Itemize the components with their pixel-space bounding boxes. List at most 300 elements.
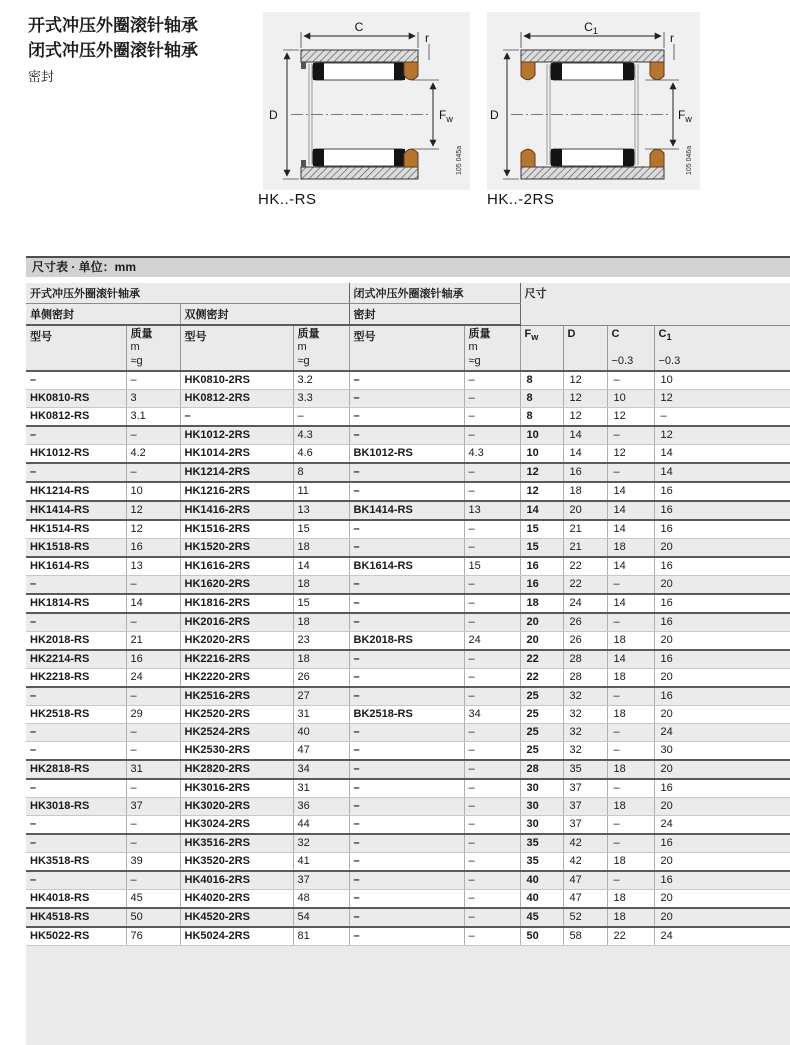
cell-model-open-rs: HK2218-RS [26,669,126,688]
cell-fw: 45 [520,908,563,927]
cell-model-open-2rs: HK3516-2RS [180,834,293,853]
cell-fw: 15 [520,539,563,558]
cell-model-open-2rs: HK1012-2RS [180,426,293,445]
cell-mass-closed: – [464,798,520,816]
cell-model-closed: – [349,408,464,427]
cell-c1: 16 [654,501,790,520]
cell-c: 18 [607,853,654,872]
cell-c1: 20 [654,890,790,909]
cell-mass-closed: – [464,463,520,482]
cell-model-open-rs: HK3018-RS [26,798,126,816]
cell-c: 14 [607,482,654,501]
cell-model-open-rs: HK4018-RS [26,890,126,909]
cell-c: 14 [607,520,654,539]
cell-fw: 10 [520,445,563,464]
cell-c1: 20 [654,576,790,595]
cell-mass-open-rs: – [126,426,180,445]
cell-c: 14 [607,650,654,669]
cell-mass-open-rs: 14 [126,594,180,613]
table-row [26,724,790,742]
cell-model-closed: – [349,724,464,742]
cell-fw: 16 [520,557,563,576]
cage-block [394,63,405,80]
cell-c1: 14 [654,445,790,464]
cell-d: 32 [563,724,607,742]
cell-c1: 24 [654,724,790,742]
cell-model-closed: – [349,779,464,798]
cell-model-closed: – [349,871,464,890]
cell-fw: 35 [520,853,563,872]
cell-c: 18 [607,669,654,688]
cell-d: 47 [563,890,607,909]
table-row [26,650,790,669]
cell-model-closed: – [349,576,464,595]
cell-d: 37 [563,816,607,835]
cell-d: 22 [563,576,607,595]
cell-c: – [607,834,654,853]
cell-fw: 30 [520,798,563,816]
table-row [26,482,790,501]
cell-model-open-2rs: HK4016-2RS [180,871,293,890]
cell-mass-open-2rs: 18 [293,539,349,558]
cage-block [313,63,324,80]
cell-mass-open-rs: 16 [126,650,180,669]
cell-model-closed: – [349,742,464,761]
cell-c: 18 [607,890,654,909]
cell-fw: 12 [520,482,563,501]
bearing-cross-section-open [263,12,470,190]
cell-model-open-rs: – [26,834,126,853]
table-row [26,687,790,706]
cell-model-open-rs: – [26,576,126,595]
cell-model-open-rs: HK2818-RS [26,760,126,779]
cell-mass-open-rs: 3 [126,390,180,408]
header-sub-double-seal: 双侧密封 [180,304,349,326]
col-header-fw: $F_w$ [520,325,563,371]
cage-block [623,63,634,80]
cell-mass-open-2rs: 13 [293,501,349,520]
cell-c1: 16 [654,687,790,706]
cell-d: 20 [563,501,607,520]
table-row [26,706,790,724]
cell-mass-open-2rs: 11 [293,482,349,501]
cell-mass-closed: – [464,760,520,779]
cell-fw: 20 [520,613,563,632]
col-header-model-open2rs: 型号 [180,325,293,371]
cell-model-closed: – [349,798,464,816]
cell-d: 42 [563,834,607,853]
cell-model-open-rs: HK1514-RS [26,520,126,539]
cell-model-open-rs: HK1518-RS [26,539,126,558]
cell-d: 37 [563,779,607,798]
cell-model-open-2rs: HK4020-2RS [180,890,293,909]
needle-roller-bottom [551,149,634,166]
cage-block [313,149,324,166]
cell-c1: 24 [654,927,790,946]
table-row [26,742,790,761]
cell-fw: 8 [520,408,563,427]
header-sub-sealed: 密封 [349,304,520,326]
cell-d: 18 [563,482,607,501]
cell-mass-open-rs: 31 [126,760,180,779]
page-subtitle: 密封 [28,69,55,84]
cell-d: 14 [563,426,607,445]
cell-mass-closed: – [464,539,520,558]
cell-c: – [607,613,654,632]
cell-c1: 20 [654,669,790,688]
cell-mass-closed: – [464,371,520,390]
cell-model-open-rs: HK0810-RS [26,390,126,408]
dim-label-D: D [490,108,499,122]
table-row [26,871,790,890]
cell-c: – [607,742,654,761]
table-row [26,613,790,632]
table-title-band: 尺寸表 · 单位：mm [26,258,790,277]
table-row [26,501,790,520]
dim-label-D: D [269,108,278,122]
cell-d: 12 [563,371,607,390]
cell-mass-closed: – [464,669,520,688]
cell-model-open-2rs: HK2516-2RS [180,687,293,706]
cup-left-lip [301,160,306,167]
cell-mass-closed: – [464,576,520,595]
table-row [26,890,790,909]
table-row [26,798,790,816]
cell-d: 21 [563,520,607,539]
table-row [26,463,790,482]
cell-model-open-rs: HK0812-RS [26,408,126,427]
cell-c1: 14 [654,463,790,482]
cell-d: 37 [563,798,607,816]
cell-model-open-rs: – [26,371,126,390]
cell-c1: 10 [654,371,790,390]
cell-model-open-2rs: HK1516-2RS [180,520,293,539]
col-header-c: C −0.3 [607,325,654,371]
bearing-cross-section-sealed [487,12,700,190]
figure-caption-sealed: HK..-2RS [487,191,555,208]
col-header-mass-closed: 质量 m ≈g [464,325,520,371]
cell-model-closed: BK1414-RS [349,501,464,520]
cell-model-closed: – [349,760,464,779]
cell-mass-open-rs: – [126,371,180,390]
cell-fw: 25 [520,724,563,742]
header-group-closed: 闭式冲压外圈滚针轴承 [349,283,520,304]
cell-fw: 12 [520,463,563,482]
cell-model-open-2rs: HK1616-2RS [180,557,293,576]
cell-c1: 12 [654,390,790,408]
cell-fw: 40 [520,890,563,909]
needle-roller-top [551,63,634,80]
cell-mass-open-2rs: 54 [293,908,349,927]
cell-mass-open-rs: 10 [126,482,180,501]
cell-d: 47 [563,871,607,890]
cell-c1: – [654,408,790,427]
cell-model-open-rs: – [26,687,126,706]
cell-c: – [607,871,654,890]
table-row [26,539,790,558]
cell-model-open-2rs: HK1214-2RS [180,463,293,482]
cell-model-open-2rs: HK2524-2RS [180,724,293,742]
dim-label-r: r [425,31,429,45]
cell-c1: 20 [654,760,790,779]
cell-c1: 16 [654,834,790,853]
cell-d: 24 [563,594,607,613]
cell-mass-open-2rs: 48 [293,890,349,909]
cell-mass-closed: – [464,687,520,706]
cell-mass-closed: – [464,650,520,669]
cell-model-closed: – [349,650,464,669]
col-header-mass-open: 质量 m ≈g [126,325,180,371]
dim-label-C1: $C_1$ [584,20,598,36]
cell-c: 18 [607,632,654,651]
cell-c1: 16 [654,594,790,613]
drawing-code: 105 046a [686,145,693,175]
cell-c1: 20 [654,632,790,651]
cell-mass-open-2rs: 32 [293,834,349,853]
cell-fw: 8 [520,371,563,390]
cell-mass-open-2rs: 40 [293,724,349,742]
cell-d: 21 [563,539,607,558]
cell-model-closed: – [349,426,464,445]
cell-mass-open-rs: 16 [126,539,180,558]
cell-d: 12 [563,390,607,408]
table-row [26,408,790,427]
cell-mass-closed: – [464,594,520,613]
table-row [26,816,790,835]
cell-model-open-rs: – [26,816,126,835]
cell-model-closed: – [349,594,464,613]
cell-mass-closed: – [464,724,520,742]
cell-mass-open-rs: 29 [126,706,180,724]
cell-mass-open-rs: – [126,724,180,742]
cell-fw: 18 [520,594,563,613]
cell-mass-closed: – [464,742,520,761]
cell-c1: 12 [654,426,790,445]
table-row [26,594,790,613]
cell-model-open-rs: – [26,426,126,445]
cell-model-open-rs: HK4518-RS [26,908,126,927]
cell-model-open-rs: HK1614-RS [26,557,126,576]
cell-mass-open-2rs: 37 [293,871,349,890]
cell-model-open-2rs: HK5024-2RS [180,927,293,946]
cell-model-closed: – [349,816,464,835]
cell-c: 10 [607,390,654,408]
cell-mass-closed: – [464,779,520,798]
cell-mass-open-rs: 45 [126,890,180,909]
cell-model-closed: – [349,371,464,390]
cell-mass-open-rs: – [126,779,180,798]
needle-roller-top [313,63,405,80]
cell-mass-open-2rs: 4.6 [293,445,349,464]
col-header-c1: $C_1$ −0.3 [654,325,790,371]
cell-c: 18 [607,798,654,816]
cell-mass-closed: – [464,834,520,853]
table-row [26,632,790,651]
cell-model-open-2rs: HK1416-2RS [180,501,293,520]
cell-model-closed: BK1614-RS [349,557,464,576]
cell-mass-open-2rs: 15 [293,594,349,613]
page-title-closed: 闭式冲压外圈滚针轴承 [28,41,198,60]
cell-mass-closed: – [464,408,520,427]
cell-mass-open-2rs: 3.3 [293,390,349,408]
cell-mass-open-2rs: 41 [293,853,349,872]
cell-c1: 16 [654,779,790,798]
cell-model-open-2rs: HK3024-2RS [180,816,293,835]
cell-model-open-2rs: HK1816-2RS [180,594,293,613]
cell-mass-open-2rs: 23 [293,632,349,651]
cell-mass-open-2rs: 31 [293,779,349,798]
cell-model-open-2rs: HK2216-2RS [180,650,293,669]
size-table [26,283,790,946]
cell-mass-closed: 13 [464,501,520,520]
table-footer-area [26,946,790,1045]
cell-d: 32 [563,706,607,724]
cell-c: 18 [607,706,654,724]
cell-c: 18 [607,760,654,779]
cell-d: 28 [563,650,607,669]
cell-mass-closed: – [464,871,520,890]
cell-model-open-2rs: HK0812-2RS [180,390,293,408]
cell-fw: 28 [520,760,563,779]
cell-mass-open-2rs: 18 [293,650,349,669]
seal-left-bottom [521,149,535,167]
cell-mass-open-2rs: 36 [293,798,349,816]
cell-mass-open-2rs: 34 [293,760,349,779]
table-row [26,853,790,872]
dim-label-C: C [354,20,364,34]
cell-model-open-2rs: HK1520-2RS [180,539,293,558]
cell-mass-open-2rs: 4.3 [293,426,349,445]
cell-fw: 30 [520,816,563,835]
cell-model-closed: – [349,687,464,706]
cage-block [551,149,562,166]
cell-model-open-rs: – [26,779,126,798]
cell-c: 14 [607,557,654,576]
cell-mass-open-2rs: 14 [293,557,349,576]
cell-mass-open-rs: 39 [126,853,180,872]
cell-mass-open-2rs: 81 [293,927,349,946]
page-title-open: 开式冲压外圈滚针轴承 [28,16,198,35]
cell-model-open-rs: HK2518-RS [26,706,126,724]
cell-mass-closed: – [464,890,520,909]
cell-model-closed: – [349,669,464,688]
cell-fw: 14 [520,501,563,520]
cell-mass-closed: – [464,482,520,501]
table-row [26,669,790,688]
table-row [26,760,790,779]
cell-c1: 16 [654,557,790,576]
cell-mass-open-rs: – [126,576,180,595]
cell-model-closed: BK1012-RS [349,445,464,464]
cell-mass-open-2rs: 44 [293,816,349,835]
col-header-mass-open2rs: 质量 m ≈g [293,325,349,371]
cell-mass-closed: 34 [464,706,520,724]
cell-c: – [607,779,654,798]
cell-model-open-rs: HK1012-RS [26,445,126,464]
open-bearing-figure [263,12,470,190]
cell-mass-open-2rs: 31 [293,706,349,724]
cell-c1: 16 [654,613,790,632]
cell-c1: 20 [654,798,790,816]
cell-mass-closed: – [464,816,520,835]
cell-model-open-2rs: HK3020-2RS [180,798,293,816]
cell-c1: 24 [654,816,790,835]
seal-right-top [404,62,418,80]
figure-caption-open: HK..-RS [258,191,317,208]
cell-model-open-2rs: HK2220-2RS [180,669,293,688]
cell-d: 16 [563,463,607,482]
cell-mass-closed: – [464,390,520,408]
cell-fw: 8 [520,390,563,408]
cell-c: – [607,687,654,706]
cell-c: – [607,463,654,482]
cell-mass-closed: – [464,426,520,445]
cell-d: 52 [563,908,607,927]
col-header-d: D [563,325,607,371]
seal-right-bottom [404,149,418,167]
cage-block [394,149,405,166]
cell-model-open-rs: HK2214-RS [26,650,126,669]
cell-model-open-rs: – [26,463,126,482]
cell-d: 26 [563,613,607,632]
cell-model-open-rs: HK1214-RS [26,482,126,501]
cell-mass-open-rs: 50 [126,908,180,927]
cell-c: 12 [607,408,654,427]
col-header-model-open: 型号 [26,325,126,371]
cell-mass-open-2rs: 47 [293,742,349,761]
cell-mass-open-rs: – [126,871,180,890]
col-header-model-closed: 型号 [349,325,464,371]
cell-mass-open-2rs: 26 [293,669,349,688]
cell-c1: 20 [654,853,790,872]
cell-model-open-2rs: – [180,408,293,427]
cell-mass-open-rs: – [126,834,180,853]
cell-d: 32 [563,742,607,761]
cell-mass-open-2rs: 15 [293,520,349,539]
cell-d: 42 [563,853,607,872]
table-row [26,445,790,464]
cell-model-closed: – [349,520,464,539]
cell-model-open-2rs: HK3016-2RS [180,779,293,798]
cell-mass-open-rs: – [126,816,180,835]
cell-d: 22 [563,557,607,576]
cell-d: 28 [563,669,607,688]
cell-model-open-rs: HK3518-RS [26,853,126,872]
cell-mass-open-2rs: 18 [293,576,349,595]
cell-c1: 30 [654,742,790,761]
cell-mass-open-rs: 13 [126,557,180,576]
cell-fw: 16 [520,576,563,595]
table-row [26,390,790,408]
cell-model-open-2rs: HK2020-2RS [180,632,293,651]
cell-model-open-rs: – [26,742,126,761]
cell-c1: 16 [654,871,790,890]
cell-model-closed: – [349,908,464,927]
dim-ext-C [301,32,418,48]
cell-mass-open-2rs: 3.2 [293,371,349,390]
cell-model-open-rs: HK1814-RS [26,594,126,613]
seal-right-top [650,62,664,80]
cell-mass-open-2rs: 8 [293,463,349,482]
cell-mass-open-rs: 76 [126,927,180,946]
cell-fw: 15 [520,520,563,539]
cell-c1: 20 [654,908,790,927]
table-row [26,371,790,390]
cell-model-open-rs: HK2018-RS [26,632,126,651]
cell-model-open-2rs: HK0810-2RS [180,371,293,390]
cell-fw: 22 [520,669,563,688]
cell-model-open-2rs: HK2520-2RS [180,706,293,724]
